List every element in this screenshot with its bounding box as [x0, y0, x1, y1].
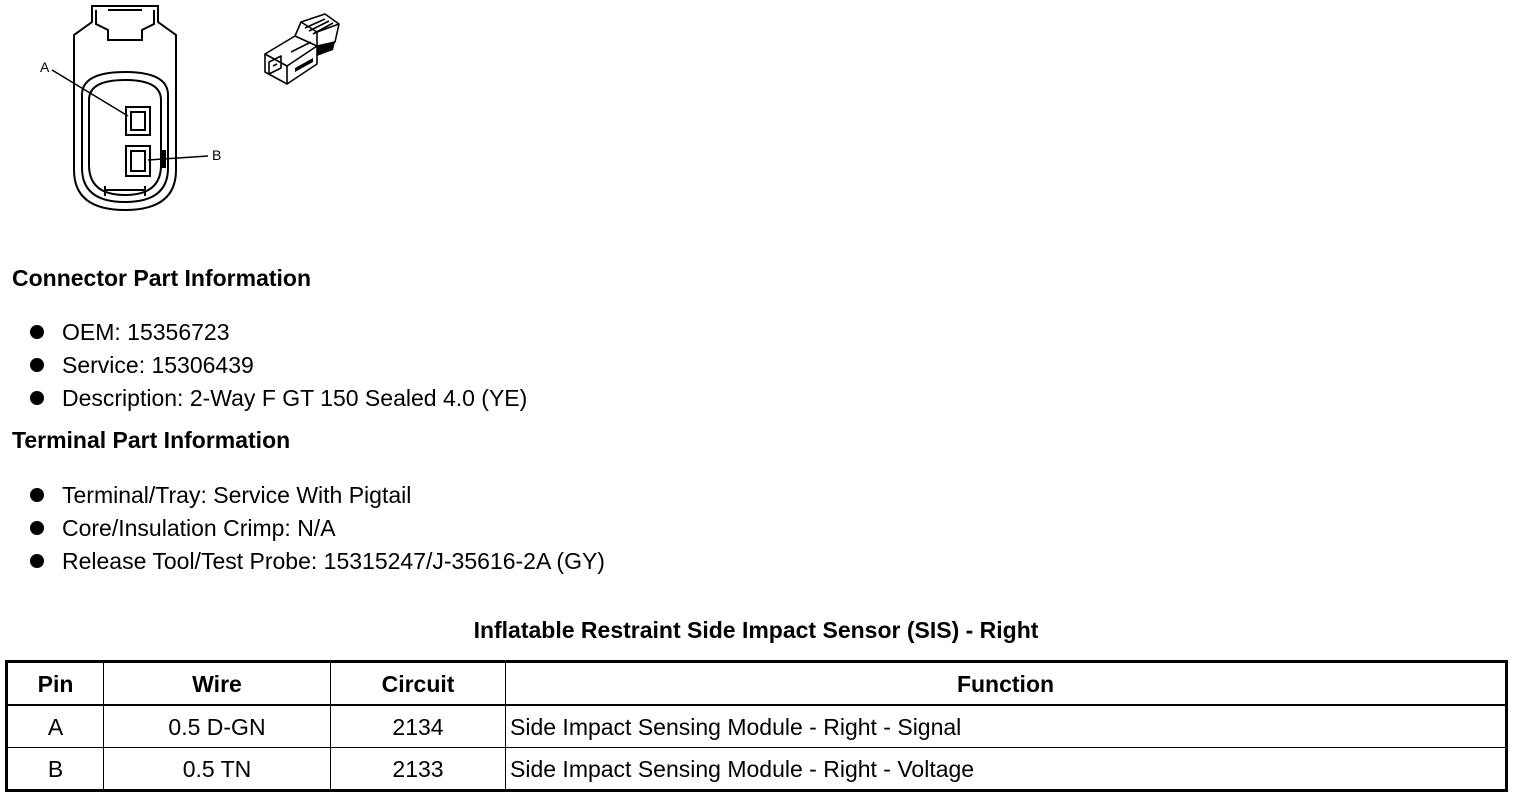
column-header-circuit: Circuit	[331, 662, 506, 706]
list-item	[30, 349, 527, 382]
pinout-table	[5, 660, 1508, 792]
terminal-tray: Terminal/Tray: Service With Pigtail	[62, 482, 412, 508]
pin-label-b: B	[212, 147, 222, 163]
release-tool-test-probe: Release Tool/Test Probe: 15315247/J-35616-2A (GY)	[62, 548, 605, 574]
table-title: Inflatable Restraint Side Impact Sensor (SIS) - Right	[473, 617, 1039, 643]
oem-part-number: OEM: 15356723	[62, 319, 230, 345]
bullet-icon	[30, 391, 44, 405]
bullet-icon	[30, 488, 44, 502]
connector-description: Description: 2-Way F GT 150 Sealed 4.0 (YE)	[62, 385, 528, 411]
pin-cell: B	[7, 748, 104, 791]
core-insulation-crimp: Core/Insulation Crimp: N/A	[62, 515, 336, 541]
function-cell: Side Impact Sensing Module - Right - Signal	[506, 705, 1507, 748]
wire-cell: 0.5 TN	[104, 748, 331, 791]
terminal-part-info-heading: Terminal Part Information	[12, 427, 291, 453]
connector-face-diagram	[30, 0, 230, 220]
bullet-icon	[30, 358, 44, 372]
list-item	[30, 479, 605, 512]
pin-cell: A	[7, 705, 104, 748]
connector-part-info-heading: Connector Part Information	[12, 265, 312, 291]
list-item	[30, 382, 527, 415]
list-item	[30, 512, 605, 545]
terminal-part-info-list	[30, 479, 605, 578]
circuit-cell: 2134	[331, 705, 506, 748]
wire-cell: 0.5 D-GN	[104, 705, 331, 748]
table-row	[7, 748, 1507, 791]
list-item	[30, 316, 527, 349]
connector-isometric-diagram	[255, 6, 345, 88]
connector-part-info-list	[30, 316, 527, 415]
service-part-number: Service: 15306439	[62, 352, 254, 378]
bullet-icon	[30, 325, 44, 339]
table-header-row	[7, 662, 1507, 706]
function-cell: Side Impact Sensing Module - Right - Voltage	[506, 748, 1507, 791]
list-item	[30, 545, 605, 578]
column-header-wire: Wire	[104, 662, 331, 706]
table-row	[7, 705, 1507, 748]
column-header-pin: Pin	[7, 662, 104, 706]
bullet-icon	[30, 554, 44, 568]
pin-label-a: A	[40, 59, 50, 75]
circuit-cell: 2133	[331, 748, 506, 791]
bullet-icon	[30, 521, 44, 535]
column-header-function: Function	[506, 662, 1507, 706]
